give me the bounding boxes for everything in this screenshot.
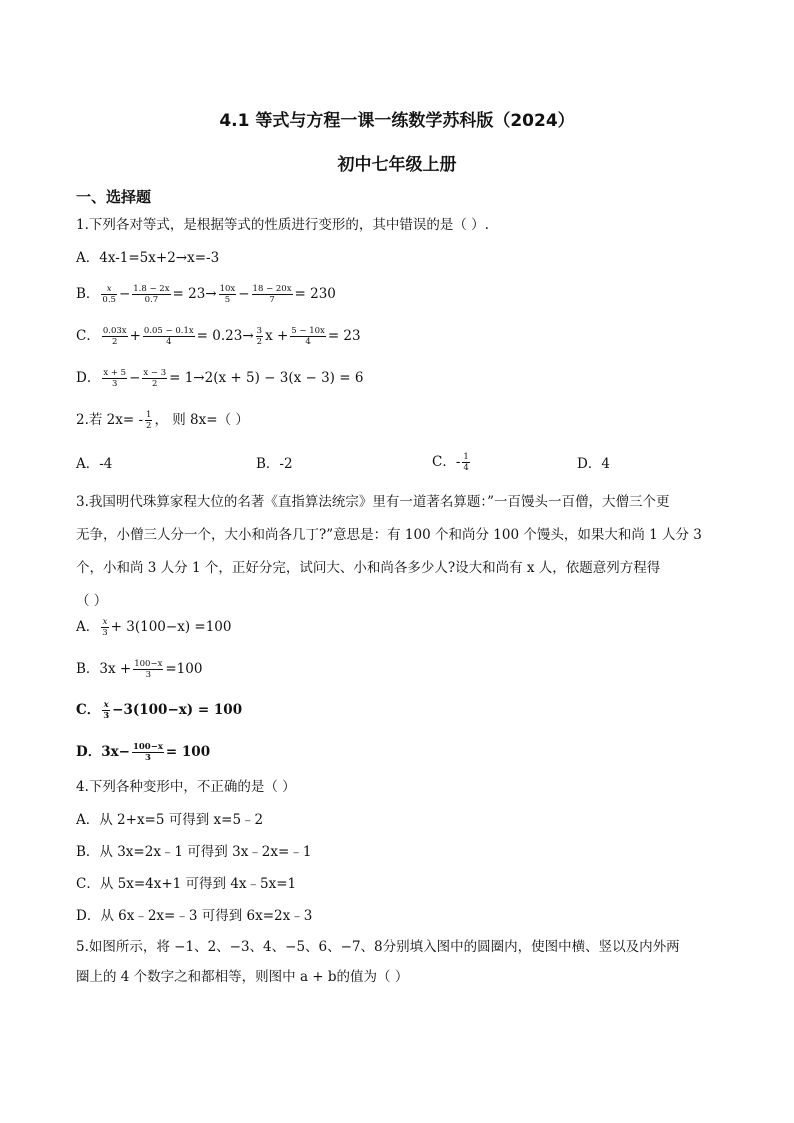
fraction: $\frac{x}{3}$ (103, 700, 110, 721)
document-title: 4.1 等式与方程一课一练数学苏科版（2024） (219, 111, 575, 131)
question-1-option-a: A．4x-1=5x+2→x=-3 (76, 250, 220, 266)
fraction: $\frac{x - 3}{2}$ (143, 368, 167, 389)
question-1-stem: 1.下列各对等式，是根据等式的性质进行变形的，其中错误的是（ ）. (76, 217, 489, 233)
question-2-stem: 2.若 2x= - $\frac{1}{2}$ ， 则 8x=（ ） (76, 410, 249, 431)
fraction: $\frac{5 - 10x}{4}$ (291, 326, 325, 347)
question-4-option-d: D．从 6x﹣2x=﹣3 可得到 6x=2x﹣3 (76, 908, 313, 924)
fraction: $\frac{100-x}{3}$ (134, 659, 163, 680)
fraction: $\frac{1.8 - 2x}{0.7}$ (133, 284, 170, 305)
question-4-stem: 4.下列各种变形中，不正确的是（ ） (76, 779, 296, 795)
fraction: $\frac{0.03x}{2}$ (102, 326, 127, 347)
fraction: $\frac{100-x}{3}$ (132, 742, 163, 763)
question-4-option-a: A．从 2+x=5 可得到 x=5﹣2 (76, 812, 264, 828)
fraction: $\frac{10x}{5}$ (219, 284, 236, 305)
question-2-option-c: C．- $\frac{1}{4}$ (432, 452, 469, 473)
option-label: C． (76, 328, 100, 344)
fraction: $\frac{1}{2}$ (146, 410, 152, 431)
document-subtitle: 初中七年级上册 (337, 155, 457, 175)
question-2-option-a: A．-4 (76, 456, 113, 472)
question-4-option-b: B．从 3x=2x﹣1 可得到 3x﹣2x=﹣1 (76, 844, 312, 860)
question-1-option-c: C． $\frac{0.03x}{2}$ + $\frac{0.05 - 0.1x}{4}$ = 0.23→ $\frac{3}{2}$ x + $\frac{5 - 10x}{4}$ = 23 (76, 326, 361, 347)
question-3-option-d: D．3x− $\frac{100-x}{3}$ = 100 (76, 742, 211, 763)
question-3-option-a: A． $\frac{x}{3}$ + 3(100−x) =100 (76, 617, 232, 638)
question-5-stem-line-1: 5.如图所示，将 −1、2、−3、4、−5、6、−7、8分别填入图中的圆圈内，使图中横、竖以及内外两 (76, 939, 680, 955)
question-2-option-d: D．4 (577, 456, 610, 472)
option-label: B． (76, 286, 100, 302)
option-label: D． (76, 370, 101, 386)
question-1-option-d: D． $\frac{x + 5}{3}$ − $\frac{x - 3}{2}$ = 1→2(x + 5) − 3(x − 3) = 6 (76, 368, 364, 389)
question-5-stem-line-2: 圈上的 4 个数字之和都相等，则图中 a + b的值为（ ） (76, 969, 409, 985)
fraction: $\frac{1}{4}$ (463, 452, 469, 473)
question-2-option-b: B．-2 (256, 456, 293, 472)
question-3-option-b: B．3x + $\frac{100-x}{3}$ =100 (76, 659, 203, 680)
fraction: $\frac{x + 5}{3}$ (103, 368, 127, 389)
fraction: $\frac{18 - 20x}{7}$ (252, 284, 292, 305)
fraction: $\frac{3}{2}$ (256, 326, 263, 347)
section-heading: 一、选择题 (76, 188, 152, 206)
fraction: $\frac{0.05 - 0.1x}{4}$ (143, 326, 194, 347)
fraction: $\frac{x}{0.5}$ (102, 284, 116, 305)
fraction: $\frac{x}{3}$ (102, 617, 108, 638)
question-1-option-b: B． $\frac{x}{0.5}$ − $\frac{1.8 - 2x}{0.7}$ = 23→ $\frac{10x}{5}$ − $\frac{18 - 20x}{7}$ = 230 (76, 284, 336, 305)
question-4-option-c: C．从 5x=4x+1 可得到 4x﹣5x=1 (76, 876, 297, 892)
question-3-option-c: C． $\frac{x}{3}$ −3(100−x) = 100 (76, 700, 243, 721)
question-3-stem: 3.我国明代珠算家程大位的名著《直指算法统宗》里有一道著名算题：”一百馒头一百僧，大僧三个更 无争，小僧三人分一个，大小和尚各几丁?”意思是：有 100 个和尚分 100 个馒头，如果大和尚 1 人分 3 个，小和尚 3 人分 1 个，正好分完，试问大、小和尚各多少人?设大和尚有 x 人，依题意列方程得 （ ） (76, 494, 702, 609)
